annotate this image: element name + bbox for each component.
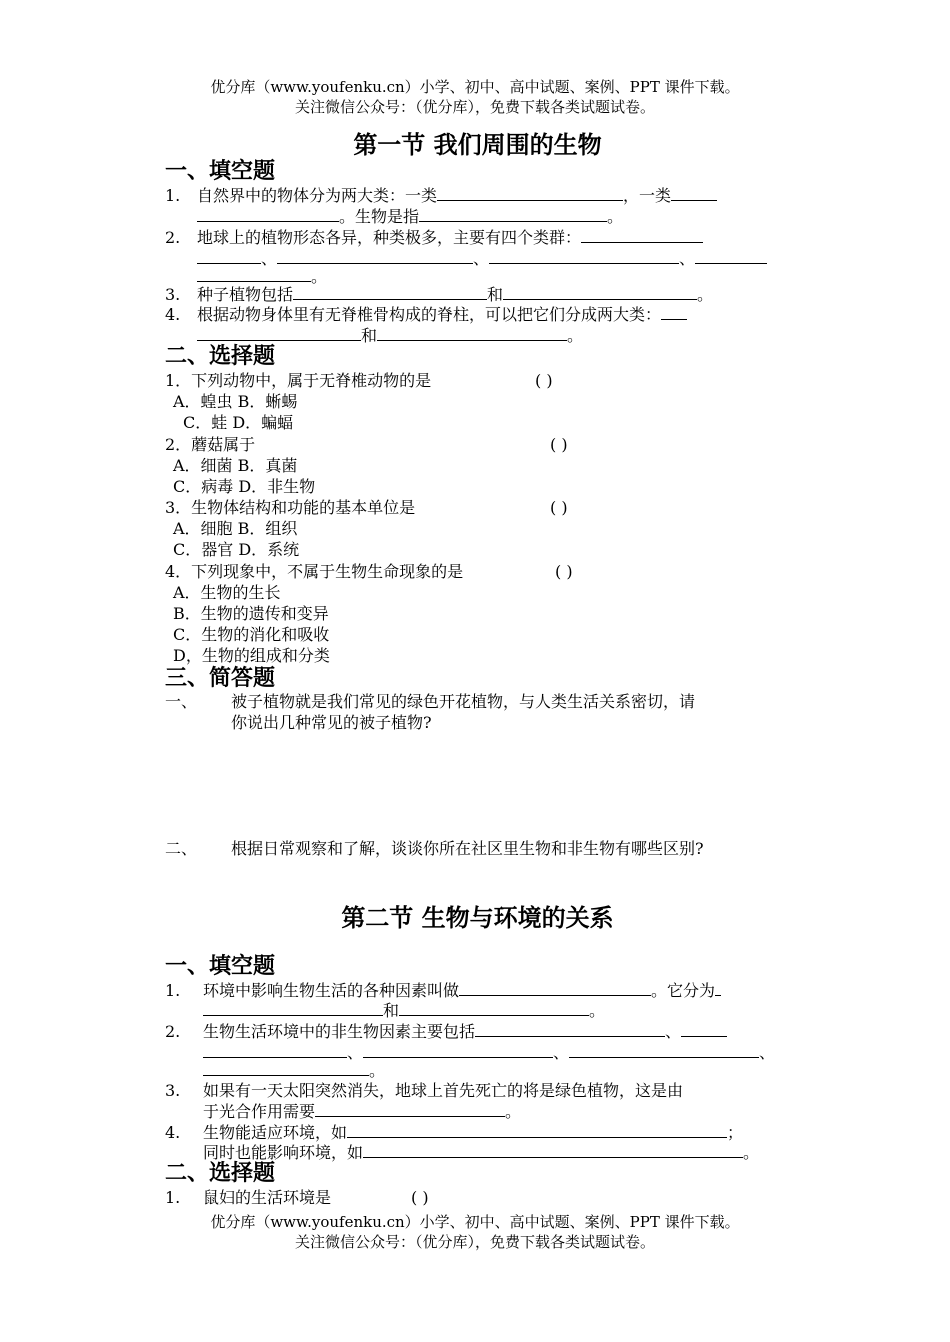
s1-fill-q1-cont: 。生物是指 。 [165, 206, 822, 227]
answer-blank[interactable] [671, 185, 717, 201]
answer-blank[interactable] [419, 206, 607, 222]
s2-fill-q3: 3. 如果有一天太阳突然消失，地球上首先死亡的将是绿色植物，这是由 [165, 1081, 684, 1100]
s2-fill-heading: 一、填空题 [165, 954, 276, 979]
s2-fill-q2-cont2: 。 [165, 1060, 828, 1081]
answer-blank[interactable] [197, 206, 339, 222]
s1-choice-q4: 4．下列现象中，不属于生物生命现象的是 ( ) [165, 562, 573, 581]
answer-blank[interactable] [315, 1101, 505, 1117]
s1-fill-q2-cont2: 。 [165, 266, 822, 287]
s1-choice-q2: 2．蘑菇属于 ( ) [165, 435, 568, 454]
answer-blank[interactable] [695, 248, 767, 264]
answer-blank[interactable] [715, 980, 721, 996]
answer-blank[interactable] [475, 1021, 665, 1037]
answer-blank[interactable] [363, 1042, 553, 1058]
s1-choice-q3-options-cd: C．器官 D．系统 [173, 540, 300, 559]
answer-blank[interactable] [681, 1021, 727, 1037]
s1-choice-q1-options-cd: C．蛙 D．蝙蝠 [183, 413, 294, 432]
s1-fill-q4-cont: 和 。 [165, 325, 822, 346]
answer-paren[interactable]: ( ) [550, 498, 568, 517]
footer-line-2: 关注微信公众号：（优分库），免费下载各类试题试卷。 [294, 1233, 655, 1251]
s1-short-q1: 一、 被子植物就是我们常见的绿色开花植物，与人类生活关系密切，请 [165, 692, 696, 711]
s1-choice-q3-options-ab: A．细胞 B．组织 [173, 519, 298, 538]
section-2-title: 第二节 生物与环境的关系 [341, 904, 614, 932]
answer-blank[interactable] [277, 248, 473, 264]
answer-blank[interactable] [197, 248, 261, 264]
s2-fill-q1-cont: 和 。 [165, 1000, 828, 1021]
footer-line-1: 优分库（www.youfenku.cn）小学、初中、高中试题、案例、PPT 课件下载。 [210, 1213, 740, 1231]
answer-blank[interactable] [197, 266, 311, 282]
s2-fill-q4-cont: 同时也能影响环境，如 。 [203, 1143, 760, 1162]
s1-choice-q4-option-d: D，生物的组成和分类 [173, 646, 330, 665]
s2-fill-q1: 1. 环境中影响生物生活的各种因素叫做 。它分为 [165, 980, 790, 1001]
s1-fill-q3: 3. 种子植物包括 和 。 [165, 285, 714, 304]
answer-paren[interactable]: ( ) [411, 1188, 429, 1207]
s1-fill-q2: 2. 地球上的植物形态各异，种类极多，主要有四个类群： [165, 227, 790, 248]
answer-blank[interactable] [569, 1042, 759, 1058]
s2-choice-heading: 二、选择题 [165, 1161, 276, 1186]
answer-blank[interactable] [203, 1042, 347, 1058]
s2-fill-q3-cont: 于光合作用需要 。 [203, 1102, 522, 1121]
answer-blank[interactable] [437, 185, 623, 201]
s1-fill-heading: 一、填空题 [165, 159, 276, 184]
s2-fill-q2-cont: 、 、 、 [165, 1042, 828, 1063]
answer-blank[interactable] [363, 1142, 743, 1158]
q-number: 1. [165, 186, 181, 205]
s2-fill-q2: 2. 生物生活环境中的非生物因素主要包括 、 [165, 1021, 790, 1042]
header-line-1: 优分库（www.youfenku.cn）小学、初中、高中试题、案例、PPT 课件下载。 [210, 78, 740, 96]
s1-choice-q4-option-c: C．生物的消化和吸收 [173, 625, 330, 644]
s1-short-q2: 二、 根据日常观察和了解，谈谈你所在社区里生物和非生物有哪些区别? [165, 839, 704, 858]
answer-paren[interactable]: ( ) [535, 371, 553, 390]
answer-blank[interactable] [581, 227, 703, 243]
s1-choice-q1: 1．下列动物中，属于无脊椎动物的是 ( ) [165, 371, 553, 390]
answer-paren[interactable]: ( ) [555, 562, 573, 581]
s1-choice-q2-options-ab: A．细菌 B．真菌 [173, 456, 298, 475]
s1-fill-q1: 1. 自然界中的物体分为两大类：一类 ，一类 [165, 185, 790, 206]
s1-choice-q4-option-a: A．生物的生长 [173, 583, 281, 602]
s1-choice-q3: 3．生物体结构和功能的基本单位是 ( ) [165, 498, 568, 517]
answer-blank[interactable] [503, 284, 697, 300]
answer-blank[interactable] [459, 980, 651, 996]
answer-paren[interactable]: ( ) [550, 435, 568, 454]
answer-blank[interactable] [489, 248, 679, 264]
answer-blank[interactable] [347, 1122, 727, 1138]
s1-short-heading: 三、简答题 [165, 666, 276, 691]
answer-blank[interactable] [293, 284, 487, 300]
s1-short-q1-cont: 你说出几种常见的被子植物? [231, 713, 432, 732]
section-1-title: 第一节 我们周围的生物 [353, 131, 602, 159]
answer-blank[interactable] [203, 1000, 383, 1016]
s1-choice-q2-options-cd: C．病毒 D．非生物 [173, 477, 316, 496]
answer-blank[interactable] [197, 325, 361, 341]
answer-blank[interactable] [377, 325, 567, 341]
s2-fill-q4: 4. 生物能适应环境，如 ； [165, 1123, 744, 1142]
s1-choice-heading: 二、选择题 [165, 344, 276, 369]
s1-fill-q2-cont: 、 、 、 [165, 248, 822, 269]
s1-fill-q4: 4. 根据动物身体里有无脊椎骨构成的脊柱，可以把它们分成两大类： [165, 304, 790, 325]
page-header [0, 77, 950, 117]
s2-choice-q1: 1. 鼠妇的生活环境是 ( ) [165, 1188, 429, 1207]
header-line-2: 关注微信公众号：（优分库），免费下载各类试题试卷。 [294, 98, 655, 116]
s1-choice-q1-options-ab: A．蝗虫 B．蜥蜴 [173, 392, 298, 411]
answer-blank[interactable] [399, 1000, 589, 1016]
answer-blank[interactable] [203, 1060, 369, 1076]
page-footer [0, 1212, 950, 1252]
answer-blank[interactable] [661, 304, 687, 320]
s1-choice-q4-option-b: B．生物的遗传和变异 [173, 604, 329, 623]
